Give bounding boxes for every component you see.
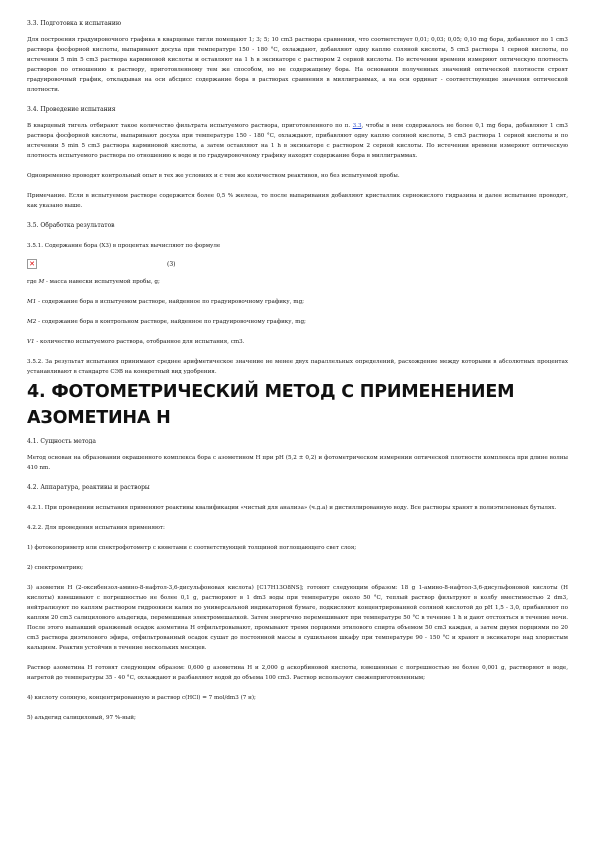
link-3-3[interactable]: 3.3 — [352, 123, 362, 129]
list-item-2: 2) спектрометрию; — [27, 565, 84, 571]
where-m2-text: М2 - содержание бора в контрольном растворе, найденное по градуировочному графику, mg; — [27, 319, 306, 325]
note-text: Примечание. Если в испытуемом растворе содержится более 0,5 % железа, то после выпаривания добавляют кристаллик сернокислого гидразина и далее испытание проводят, как указано выше. — [27, 193, 568, 209]
section-4-2-2-text: 4.2.2. Для проведения испытания применяют: — [27, 525, 165, 531]
section-3-3-title: 3.3. Подготовка к испытанию — [27, 20, 122, 27]
section-3-3-text: Для построения градуировочного графика в кварцевые тигли помещают 1; 3; 5; 10 cm3 раствора сравнения, что соответствует 0,01; 0,03; 0,05; 0,10 mg бора, добавляют по 1 cm3 раствора фосфорной кислоты, выпаривают досуха при температуре 150 - 180 °С, охлаждают, добавляют одну каплю соляной кислоты, 5 cm3 раствора 1 серной кислоты, по истечении 5 min 5 cm3 раствора карминовой кислоты и оставляют на 1 h в эксикаторе с раствором 2 серной кислоты. По истечении времени измеряют оптическую плотность растворов по отношению к раствору, приготовленному тем же способом, но не содержащему бора. На основании полученных значений оптической плотности строят градуировочный график, откладывая на оси абсцисс содержание бора в растворах сравнения в миллиграммах, а на оси ординат - соответствующие значения оптической плотности. — [27, 37, 568, 93]
list-item-5: 5) альдегид салициловый, 97 %-ный; — [27, 715, 136, 721]
section-4-1-text: Метод основан на образовании окрашенного комплекса бора с азометином Н при рН (5,2 ± 0,2) и фотометрическом измерении оптической плотности комплекса при длине волны 410 nm. — [27, 455, 568, 471]
control-test-text: Одновременно проводят контрольный опыт в тех же условиях и с тем же количеством реактивов, но без испытуемой пробы. — [27, 173, 400, 179]
list-item-3: 3) азометин Н (2-оксибензол-амино-8-нафтол-3,6-дисульфоновая кислота) [С17Н13О8NS]; готовят следующим образом: 18 g 1-амино-8-нафтол-3,6-дисульфоновой кислоты (Н кислоты) взвешивают с погрешностью не более 0,1 g, растворяют в 1 dm3 воды при температуре около 50 °С, теплый раствор фильтруют в колбу вместимостью 2 dm3, нейтрализуют по каплям раствором гидроокиси калия по универсальной индикаторной бумаге, подкисляют концентрированной соляной кислотой до рН 1,5 - 3,0, прибавляют по каплям 20 cm3 салицилового альдегида, перемешивая электромешалкой. Затем энергично перемешивают при температуре 50 °С в течение 1 h и дают отстояться в течение ночи. После этого выпавший оранжевый осадок азометина Н отфильтровывают, промывают тремя порциями этилового спирта объемом 50 cm3 каждая, а затем двумя порциями по 20 cm3 раствора диэтилового эфира, отфильтрованный осадок сушат до постоянной массы в сушильном шкафу при температуре 90 - 150 °С и хранят в эксикаторе над хлористым кальцием. Реактив устойчив в течение нескольких месяцев. — [27, 585, 568, 651]
list-item-4: 4) кислоту соляную, концентрированную и раствор c(HCl) = 7 mol/dm3 (7 н); — [27, 695, 256, 701]
where-m1-text: М1 - содержание бора в испытуемом растворе, найденное по градуировочному графику, mg; — [27, 299, 305, 305]
section-3-4-text-pre: В кварцевый тигель отбирают такое количество фильтрата испытуемого раствора, приготовленного по п. — [27, 123, 353, 129]
list-item-1: 1) фотоколориметр или спектрофотометр с кюветами с соответствующей толщиной поглощающего свет слоя; — [27, 545, 357, 551]
where-m-text: где М - масса навески испытуемой пробы, g; — [27, 279, 160, 285]
section-3-5-2-text: 3.5.2. За результат испытания принимают среднее арифметическое значение не менее двух параллельных определений, расхождение между которыми в абсолютных процентах устанавливают в стандарте СЭВ на конкретный вид удобрения. — [27, 359, 568, 375]
where-v1-text: V1 - количество испытуемого раствора, отобранное для испытания, cm3. — [27, 339, 245, 345]
section-3-5-title: 3.5. Обработка результатов — [27, 222, 115, 229]
section-3-4-text-post: , чтобы в нем содержалось не более 0,1 mg бора, добавляют 1 cm3 раствора фосфорной кислоты, выпаривают досуха при температуре 150 - 180 °С, охлаждают, прибавляют одну каплю соляной кислоты, 5 cm3 раствора 1 серной кислоты и по истечении 5 min 5 cm3 раствора карминовой кислоты, а затем оставляют на 1 h в эксикаторе с раствором 2 серной кислоты. По истечении времени измеряют оптическую плотность испытуемого раствора по отношению к воде и по градуировочному графику находят содержание бора в миллиграммах. — [27, 123, 568, 159]
section-4-2-1-text: 4.2.1. При проведении испытания применяют реактивы квалификации «чистый для анализа» (ч.д.а) и дистиллированную воду. Все растворы хранят в полиэтиленовых бутылях. — [27, 505, 557, 511]
section-4-heading: 4. ФОТОМЕТРИЧЕСКИЙ МЕТОД С ПРИМЕНЕНИЕМ АЗОМЕТИНА Н — [27, 382, 515, 428]
formula-row — [27, 257, 568, 271]
formula-number: (3) — [167, 260, 176, 268]
section-4-2-title: 4.2. Аппаратура, реактивы и растворы — [27, 484, 150, 491]
azomethine-solution-text: Раствор азометина Н готовят следующим образом: 0,600 g азометина Н и 2,000 g аскорбиновой кислоты, взвешенные с погрешностью не более 0,001 g, растворяют в воде, нагретой до температуры 35 - 40 °С, охлаждают и разбавляют водой до объема 100 cm3. Раствор используют свежеприготовленным; — [27, 665, 568, 681]
section-3-4-text — [27, 121, 568, 161]
broken-image-icon: ✕ — [27, 259, 37, 269]
section-3-5-1-text: 3.5.1. Содержание бора (Х3) в процентах вычисляют по формуле — [27, 243, 221, 249]
section-3-4-title: 3.4. Проведение испытания — [27, 106, 116, 113]
section-4-1-title: 4.1. Сущность метода — [27, 438, 96, 445]
